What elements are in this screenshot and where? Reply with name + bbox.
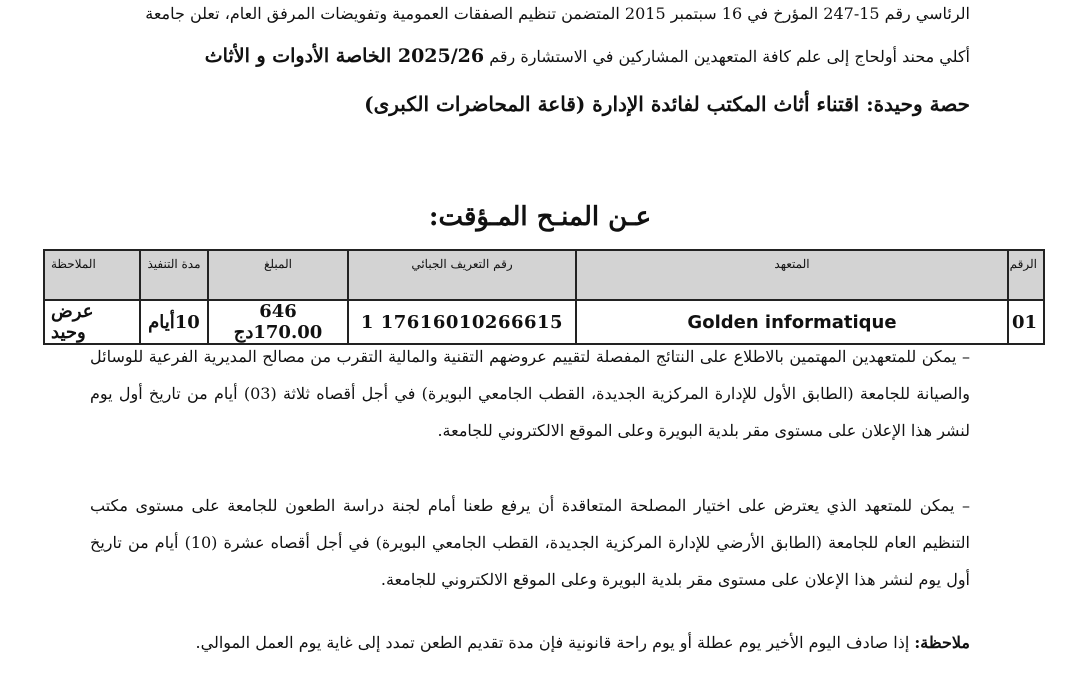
cell-bidder: Golden informatique	[576, 300, 1008, 344]
consultation-reference: 2025/26 الخاصة الأدوات و الأثاث	[204, 45, 485, 67]
note	[196, 633, 970, 652]
intro-line-2	[205, 45, 970, 67]
header-number: الرقم	[1008, 250, 1044, 300]
cell-number: 01	[1008, 300, 1044, 344]
header-note: الملاحظة	[44, 250, 140, 300]
header-amount: المبلغ	[208, 250, 348, 300]
intro-line-2-text: أكلي محند أولحاج إلى علم كافة المتعهدين المشاركين في الاستشارة رقم	[489, 47, 970, 66]
section-title: عـن المنـح المـؤقت:	[428, 202, 652, 232]
table-header-row	[44, 250, 1044, 300]
header-tax-id: رقم التعريف الجبائي	[348, 250, 576, 300]
paragraph-results-consultation: – يمكن للمتعهدين المهتمين بالاطلاع على النتائج المفصلة لتقييم عروضهم التقنية والمالية التقرب من مصالح المديرية الفرعية للوسائل والصيانة للجامعة (الطابق الأول للإدارة المركزية الجديدة، القطب الجامعي البويرة) في أجل أقصاه ثلاثة (03) أيام من تاريخ أول يوم لنشر هذا الإعلان على مستوى مقر بلدية البويرة وعلى الموقع الالكتروني للجامعة.	[90, 347, 971, 440]
paragraph-appeal: – يمكن للمتعهد الذي يعترض على اختيار المصلحة المتعاقدة أن يرفع طعنا أمام لجنة دراسة الطعون للجامعة على مستوى مكتب التنظيم العام للجامعة (الطابق الأرضي للإدارة المركزية الجديدة، القطب الجامعي البويرة) في أجل أقصاه عشرة (10) أيام من تاريخ أول يوم لنشر هذا الإعلان على مستوى مقر بلدية البويرة وعلى الموقع الالكتروني للجامعة.	[90, 496, 971, 589]
header-bidder: المتعهد	[576, 250, 1008, 300]
cell-tax-id: 17616010266615 1	[348, 300, 576, 344]
header-duration: مدة التنفيذ	[140, 250, 208, 300]
intro-line-1: الرئاسي رقم 15-247 المؤرخ في 16 سبتمبر 2015 المتضمن تنظيم الصفقات العمومية وتفويضات المرفق العام، تعلن جامعة	[145, 4, 970, 23]
cell-duration: 10أيام	[140, 300, 208, 344]
note-text: إذا صادف اليوم الأخير يوم عطلة أو يوم راحة قانونية فإن مدة تقديم الطعن تمدد إلى غاية يوم العمل الموالي.	[195, 633, 915, 652]
lot-title: حصة وحيدة: اقتناء أثاث المكتب لفائدة الإدارة (قاعة المحاضرات الكبرى)	[364, 92, 970, 116]
award-table	[43, 249, 1045, 345]
cell-amount: 646 170.00دج	[208, 300, 348, 344]
note-label: ملاحظة:	[914, 633, 970, 652]
cell-note: عرض وحيد	[44, 300, 140, 344]
